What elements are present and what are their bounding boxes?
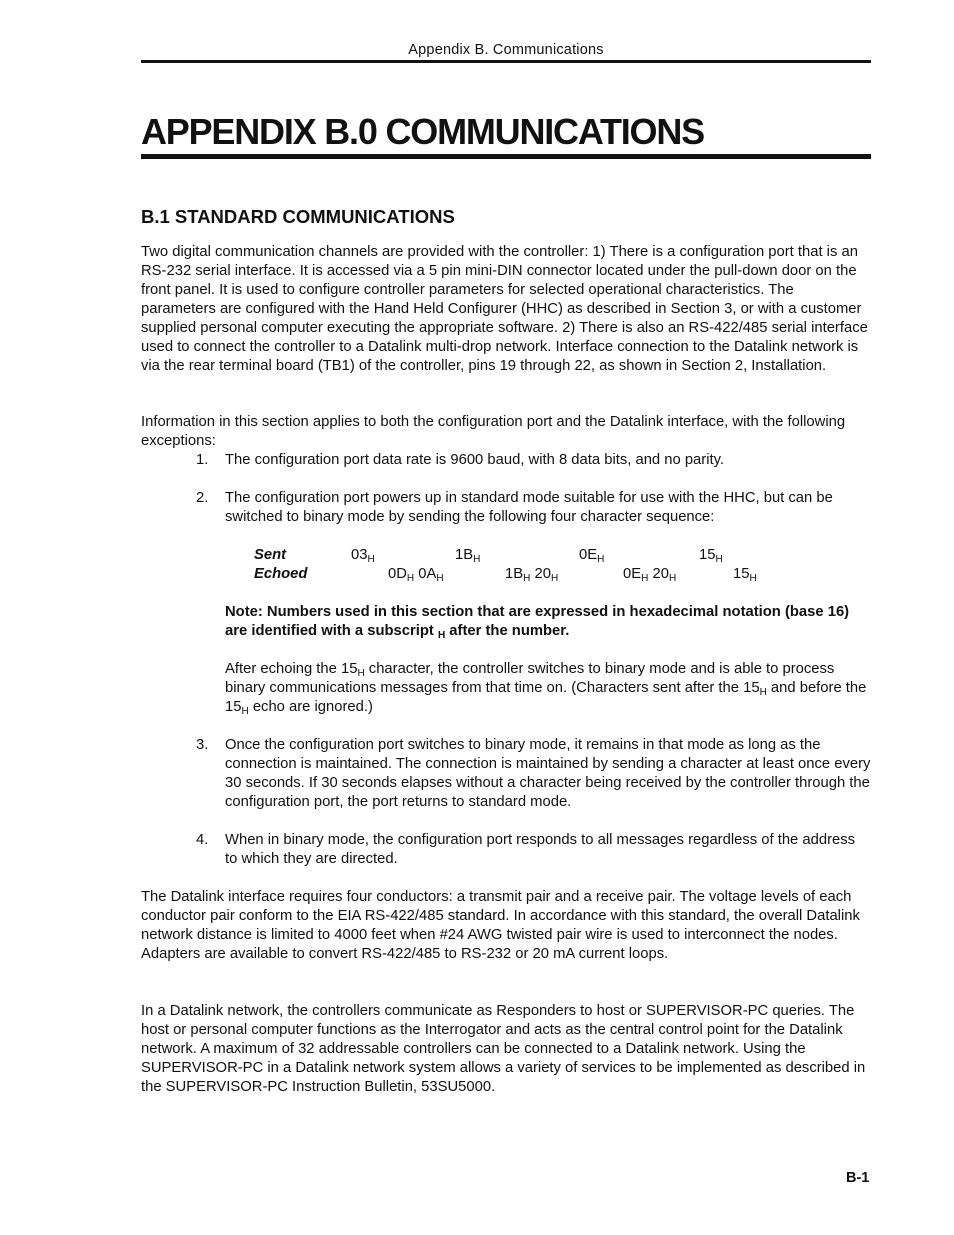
echoed-label: Echoed bbox=[254, 566, 308, 582]
echoed-chars: $0D_H$ $0A_H$ bbox=[388, 566, 444, 584]
echoed-chars: $15_H$ bbox=[733, 566, 757, 584]
echoed-chars: $0E_H$ $20_H$ bbox=[623, 566, 677, 584]
sent-char: $0E_H$ bbox=[579, 547, 605, 565]
paragraph-datalink-interface: The Datalink interface requires four conductors: a transmit pair and a receive pair. The voltage levels of each conductor pair conform to the EIA RS-422/485 standard. In accordance with this standard, the overall Datalink network distance is limited to 4000 feet when #24 AWG twisted pair wire is used to interconnect the nodes. Adapters are available to convert RS-422/485 to RS-232 or 20 mA current loops. bbox=[141, 889, 860, 962]
list-item-text: Once the configuration port switches to binary mode, it remains in that mode as long as the connection is maintained. The connection is maintained by sending a character at least once every 30 seconds. If 30 seconds elapses without a character being received by the controller through the configuration port, the port returns to standard mode. bbox=[225, 737, 871, 810]
list-item-number: 1. bbox=[196, 452, 209, 468]
echoed-row bbox=[254, 565, 871, 584]
header-rule bbox=[141, 60, 871, 63]
list-item-text: The configuration port data rate is 9600 baud, with 8 data bits, and no parity. bbox=[225, 452, 725, 468]
page-number: B-1 bbox=[846, 1170, 870, 1186]
paragraph-configuration-port: Two digital communication channels are provided with the controller: 1) There is a configuration port that is an RS-232 serial interface. It is accessed via a 5 pin mini-DIN connector located under the pull-down door on the front panel. It is used to configure controller parameters for selected operational characteristics. The parameters are configured with the Hand Held Configurer (HHC) as described in Section 3, or with a customer supplied personal computer executing the appropriate software. 2) There is also an RS-422/485 serial interface used to connect the controller to a Datalink multi-drop network. Interface connection to the Datalink network is via the rear terminal board (TB1) of the controller, pins 19 through 22, as shown in Section 2, Installation. bbox=[141, 244, 868, 374]
sent-label: Sent bbox=[254, 547, 287, 563]
paragraph-datalink-network: In a Datalink network, the controllers communicate as Responders to host or SUPERVISOR-PC queries. The host or personal computer functions as the Interrogator and acts as the central control point for the Datalink network. A maximum of 32 addressable controllers can be connected to a Datalink network. Using the SUPERVISOR-PC in a Datalink network system allows a variety of services to be implemented as described in the SUPERVISOR-PC Instruction Bulletin, 53SU5000. bbox=[141, 1003, 866, 1095]
sent-char: $15_H$ bbox=[699, 547, 723, 565]
running-header: Appendix B. Communications bbox=[408, 42, 604, 58]
sent-char: $1B_H$ bbox=[455, 547, 481, 565]
title-rule bbox=[141, 154, 871, 159]
paragraph-exceptions-intro: Information in this section applies to both the configuration port and the Datalink interface, with the following exceptions: bbox=[141, 414, 846, 449]
chapter-title: APPENDIX B.0 COMMUNICATIONS bbox=[141, 111, 704, 152]
list-item-number: 4. bbox=[196, 832, 209, 848]
list-item-text: When in binary mode, the configuration port responds to all messages regardless of the address to which they are directed. bbox=[225, 832, 856, 867]
sent-row bbox=[254, 546, 871, 565]
list-item-number: 3. bbox=[196, 737, 209, 753]
sent-char: $03_H$ bbox=[351, 547, 375, 565]
section-heading: B.1 STANDARD COMMUNICATIONS bbox=[141, 206, 455, 227]
after-echo-paragraph: After echoing the $15_H$ character, the controller switches to binary mode and is able to process binary communications messages from that time on. (Characters sent after the $15_H$ and before the $15_H$ echo are ignored.) bbox=[225, 661, 867, 717]
list-item-text: The configuration port powers up in standard mode suitable for use with the HHC, but can be switched to binary mode by sending the following four character sequence: bbox=[225, 490, 833, 525]
list-item-number: 2. bbox=[196, 490, 209, 506]
hex-notation-note: Note: Numbers used in this section that are expressed in hexadecimal notation (base 16) are identified with a subscript $_H$ after the number. bbox=[225, 604, 850, 641]
echoed-chars: $1B_H$ $20_H$ bbox=[505, 566, 559, 584]
character-sequence-table bbox=[254, 546, 871, 586]
